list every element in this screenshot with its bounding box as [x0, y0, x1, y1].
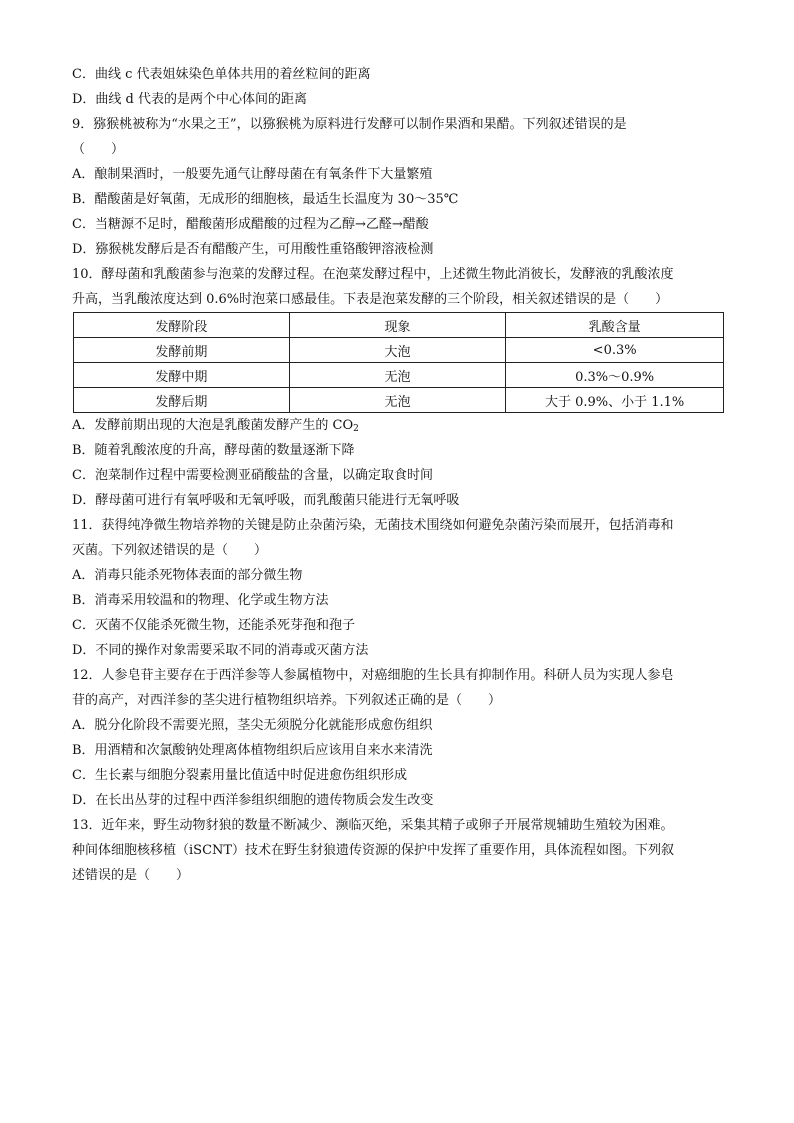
q13-stem-line1: 13．近年来，野生动物豺狼的数量不断减少、濒临灭绝，采集其精子或卵子开展常规辅助生殖较为困难。 [72, 818, 674, 833]
table-cell: 大泡 [289, 338, 506, 363]
q11-option-a: A．消毒只能杀死物体表面的部分微生物 [72, 568, 303, 583]
table-row [74, 388, 724, 413]
table-row [74, 338, 724, 363]
q9-answer-blank: （ ） [72, 142, 125, 157]
table-row [74, 363, 724, 388]
table-cell: 0.3%～0.9% [506, 363, 724, 388]
table-cell: 发酵中期 [74, 363, 290, 388]
q11-stem-line1: 11．获得纯净微生物培养物的关键是防止杂菌污染，无菌技术围绕如何避免杂菌污染而展开，包括消毒和 [72, 518, 674, 533]
q10-option-c: C．泡菜制作过程中需要检测亚硝酸盐的含量，以确定取食时间 [72, 468, 433, 483]
q12-option-d: D．在长出丛芽的过程中西洋参组织细胞的遗传物质会发生改变 [72, 793, 434, 808]
table-header-row [74, 313, 724, 338]
table-header-stage: 发酵阶段 [74, 313, 290, 338]
q10-option-d: D．酵母菌可进行有氧呼吸和无氧呼吸，而乳酸菌只能进行无氧呼吸 [72, 493, 460, 508]
q11-option-c: C．灭菌不仅能杀死微生物，还能杀死芽孢和孢子 [72, 618, 355, 633]
q13-stem-line3: 述错误的是（ ） [72, 868, 190, 883]
table-cell: 发酵后期 [74, 388, 290, 413]
q9-option-c: C．当糖源不足时，醋酸菌形成醋酸的过程为乙醇→乙醛→醋酸 [72, 217, 429, 232]
q9-stem-line1: 9．猕猴桃被称为“水果之王”，以猕猴桃为原料进行发酵可以制作果酒和果醋。下列叙述错误的是 [72, 117, 627, 132]
table-cell: 发酵前期 [74, 338, 290, 363]
fermentation-table [73, 312, 724, 413]
q12-option-b: B．用酒精和次氯酸钠处理离体植物组织后应该用自来水来清洗 [72, 743, 433, 758]
co2-subscript: 2 [353, 424, 359, 434]
q12-stem-line1: 12．人参皂苷主要存在于西洋参等人参属植物中，对癌细胞的生长具有抑制作用。科研人员为实现人参皂 [72, 668, 674, 683]
q10-stem-line2: 升高，当乳酸浓度达到 0.6%时泡菜口感最佳。下表是泡菜发酵的三个阶段，相关叙述错误的是（ ） [72, 292, 669, 307]
exam-page [72, 62, 724, 888]
q8-option-d: D．曲线 d 代表的是两个中心体间的距离 [72, 92, 308, 107]
q12-stem-line2: 苷的高产，对西洋参的茎尖进行植物组织培养。下列叙述正确的是（ ） [72, 693, 502, 708]
q11-option-d: D．不同的操作对象需要采取不同的消毒或灭菌方法 [72, 643, 369, 658]
q12-option-a: A．脱分化阶段不需要光照，茎尖无须脱分化就能形成愈伤组织 [72, 718, 433, 733]
q10-stem-line1: 10．酵母菌和乳酸菌参与泡菜的发酵过程。在泡菜发酵过程中，上述微生物此消彼长，发酵液的乳酸浓度 [72, 267, 674, 282]
q9-option-b: B．醋酸菌是好氧菌，无成形的细胞核，最适生长温度为 30～35℃ [72, 192, 459, 207]
table-header-phenomenon: 现象 [289, 313, 506, 338]
q9-option-a: A．酿制果酒时，一般要先通气让酵母菌在有氧条件下大量繁殖 [72, 167, 433, 182]
q10-option-a-text: A．发酵前期出现的大泡是乳酸菌发酵产生的 CO [72, 418, 354, 433]
table-cell: 大于 0.9%、小于 1.1% [506, 388, 724, 413]
q9-option-d: D．猕猴桃发酵后是否有醋酸产生，可用酸性重铬酸钾溶液检测 [72, 242, 434, 257]
table-cell: <0.3% [506, 338, 724, 363]
table-cell: 无泡 [289, 363, 506, 388]
q10-option-b: B．随着乳酸浓度的升高，酵母菌的数量逐渐下降 [72, 443, 355, 458]
q11-stem-line2: 灭菌。下列叙述错误的是（ ） [72, 543, 268, 558]
table-header-lactic-acid: 乳酸含量 [506, 313, 724, 338]
q12-option-c: C．生长素与细胞分裂素用量比值适中时促进愈伤组织形成 [72, 768, 407, 783]
q11-option-b: B．消毒采用较温和的物理、化学或生物方法 [72, 593, 329, 608]
table-cell: 无泡 [289, 388, 506, 413]
q8-option-c: C．曲线 c 代表姐妹染色单体共用的着丝粒间的距离 [72, 67, 371, 82]
q13-stem-line2: 种间体细胞核移植（iSCNT）技术在野生豺狼遗传资源的保护中发挥了重要作用，具体流程如图。下列叙 [72, 843, 675, 858]
q10-option-a [72, 413, 724, 438]
